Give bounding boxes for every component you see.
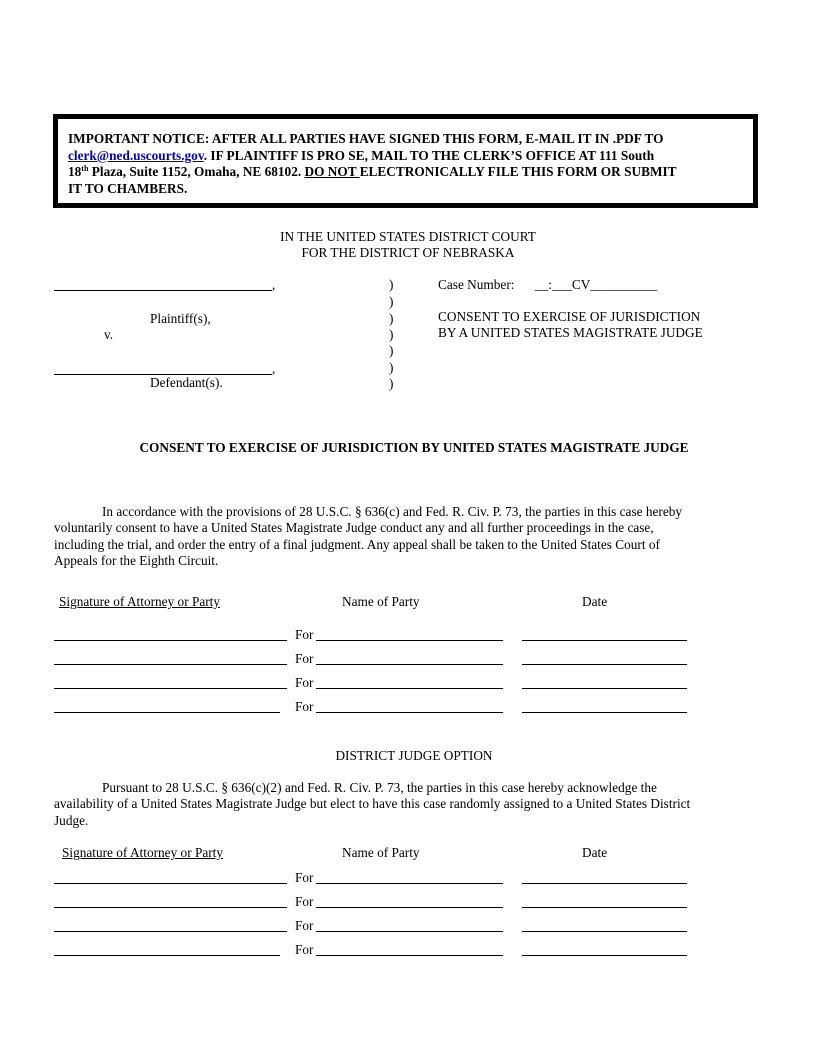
plaintiff-comma: , <box>272 277 276 292</box>
name-column-header: Name of Party <box>342 845 420 860</box>
party-name-field[interactable] <box>316 712 503 713</box>
date-field[interactable] <box>522 955 687 956</box>
party-name-field[interactable] <box>316 883 503 884</box>
party-name-field[interactable] <box>316 688 503 689</box>
for-label: For <box>295 942 314 957</box>
district-judge-paragraph: Pursuant to 28 U.S.C. § 636(c)(2) and Fed. R. Civ. P. 73, the parties in this case hereby acknowledge the availability of a United States Magistrate Judge but elect to have this case randomly assigned to a United States District Judge. <box>54 780 691 828</box>
defendant-comma: , <box>272 361 276 376</box>
for-label: For <box>295 627 314 642</box>
party-name-field[interactable] <box>316 931 503 932</box>
date-field[interactable] <box>522 931 687 932</box>
date-field[interactable] <box>522 640 687 641</box>
signature-field[interactable] <box>54 955 280 956</box>
court-heading-line-1: IN THE UNITED STATES DISTRICT COURT <box>280 229 536 244</box>
caption-paren: ) <box>389 376 394 391</box>
for-label: For <box>295 699 314 714</box>
signature-field[interactable] <box>54 931 287 932</box>
party-name-field[interactable] <box>316 664 503 665</box>
defendant-label: Defendant(s). <box>150 375 223 390</box>
clerk-email-link[interactable]: clerk@ned.uscourts.gov <box>68 147 204 163</box>
signature-column-header: Signature of Attorney or Party <box>59 594 221 609</box>
court-heading-line-2: FOR THE DISTRICT OF NEBRASKA <box>301 245 515 260</box>
plaintiff-name-blank[interactable] <box>54 290 272 291</box>
caption-title-line-1: CONSENT TO EXERCISE OF JURISDICTION <box>438 309 701 324</box>
caption-paren: ) <box>389 360 394 375</box>
notice-line-3: 18th Plaza, Suite 1152, Omaha, NE 68102. DO NOT ELECTRONICALLY FILE THIS FORM OR SUBMIT <box>68 164 677 179</box>
plaintiff-label: Plaintiff(s), <box>150 311 211 326</box>
party-name-field[interactable] <box>316 907 503 908</box>
party-name-field[interactable] <box>316 640 503 641</box>
for-label: For <box>295 894 314 909</box>
for-label: For <box>295 675 314 690</box>
caption-paren: ) <box>389 327 394 342</box>
caption-paren: ) <box>389 343 394 358</box>
signature-field[interactable] <box>54 712 280 713</box>
do-not-text: DO NOT <box>304 164 360 179</box>
for-label: For <box>295 918 314 933</box>
date-field[interactable] <box>522 688 687 689</box>
notice-line-4: IT TO CHAMBERS. <box>68 180 188 196</box>
date-field[interactable] <box>522 907 687 908</box>
district-judge-option-title: DISTRICT JUDGE OPTION <box>335 748 493 763</box>
signature-field[interactable] <box>54 907 287 908</box>
signature-field[interactable] <box>54 883 287 884</box>
date-column-header: Date <box>582 845 608 860</box>
signature-field[interactable] <box>54 688 287 689</box>
caption-paren: ) <box>389 311 394 326</box>
case-number-label: Case Number: <box>438 277 515 292</box>
signature-column-header: Signature of Attorney or Party <box>62 845 224 860</box>
date-field[interactable] <box>522 712 687 713</box>
case-number-field[interactable]: __:___CV__________ <box>535 277 657 292</box>
date-field[interactable] <box>522 664 687 665</box>
caption-title-line-2: BY A UNITED STATES MAGISTRATE JUDGE <box>438 325 703 340</box>
versus-label: v. <box>104 327 114 342</box>
notice-line-1: IMPORTANT NOTICE: AFTER ALL PARTIES HAVE SIGNED THIS FORM, E-MAIL IT IN .PDF TO <box>68 131 664 146</box>
date-field[interactable] <box>522 883 687 884</box>
signature-field[interactable] <box>54 664 287 665</box>
caption-paren: ) <box>389 277 394 292</box>
party-name-field[interactable] <box>316 955 503 956</box>
date-column-header: Date <box>582 594 608 609</box>
name-column-header: Name of Party <box>342 594 420 609</box>
caption-paren: ) <box>389 294 394 309</box>
consent-paragraph: In accordance with the provisions of 28 U.S.C. § 636(c) and Fed. R. Civ. P. 73, the parties in this case hereby voluntarily consent to have a United States Magistrate Judge conduct any and all further proceedings in the case, including the trial, and order the entry of a final judgment. Any appeal shall be taken to the United States Court of Appeals for the Eighth Circuit. <box>54 504 683 569</box>
notice-line-2: clerk@ned.uscourts.gov. IF PLAINTIFF IS PRO SE, MAIL TO THE CLERK’S OFFICE AT 111 South <box>68 147 655 163</box>
important-notice-box <box>53 114 758 208</box>
signature-field[interactable] <box>54 640 287 641</box>
for-label: For <box>295 870 314 885</box>
for-label: For <box>295 651 314 666</box>
consent-section-title: CONSENT TO EXERCISE OF JURISDICTION BY UNITED STATES MAGISTRATE JUDGE <box>139 440 689 455</box>
